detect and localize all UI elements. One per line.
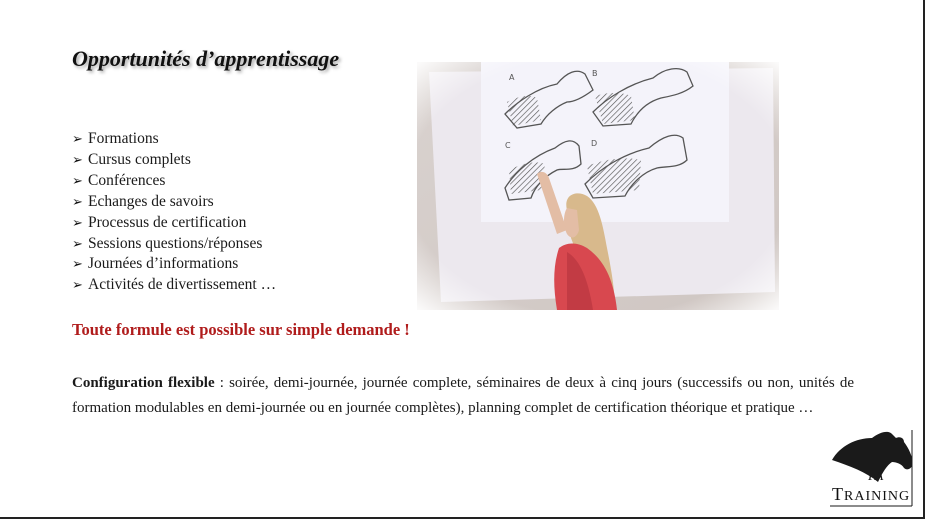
presentation-photo <box>417 62 779 310</box>
list-item: ➢ Sessions questions/réponses <box>72 234 276 255</box>
highlight-text: Toute formule est possible sur simple demande ! <box>72 320 410 339</box>
list-item: ➢ Activités de divertissement … <box>72 275 276 296</box>
logo-monogram: FA <box>868 469 884 484</box>
slide-title: Opportunités d’apprentissage <box>72 46 340 71</box>
list-item: ➢ Formations <box>72 129 276 150</box>
logo-wordmark: TRAINING <box>832 484 911 504</box>
arrow-bullet-icon: ➢ <box>72 151 83 167</box>
bullet-list <box>72 129 276 296</box>
arrow-bullet-icon: ➢ <box>72 131 83 146</box>
presentation-photo-illustration <box>417 62 779 310</box>
configuration-paragraph <box>72 371 854 420</box>
list-item: ➢ Echanges de savoirs <box>72 192 276 213</box>
list-item: ➢ Processus de certification <box>72 213 276 234</box>
arrow-bullet-icon: ➢ <box>72 172 83 188</box>
arrow-bullet-icon: ➢ <box>72 277 83 293</box>
arrow-bullet-icon: ➢ <box>72 235 83 251</box>
list-item: ➢ Cursus complets <box>72 150 276 171</box>
arrow-bullet-icon: ➢ <box>72 256 83 272</box>
configuration-label: Configuration flexible <box>72 375 215 391</box>
list-item: ➢ Conférences <box>72 171 276 192</box>
configuration-text: : soirée, demi-journée, journée complete, séminaires de deux à cinq jours (successifs ou non, unités de formation modulables en demi-journée ou en journée complètes), planning complet de certification théorique et pratique … <box>72 375 854 416</box>
list-item: ➢ Journées d’informations <box>72 254 276 275</box>
arrow-bullet-icon: ➢ <box>72 193 83 209</box>
arrow-bullet-icon: ➢ <box>72 214 83 230</box>
